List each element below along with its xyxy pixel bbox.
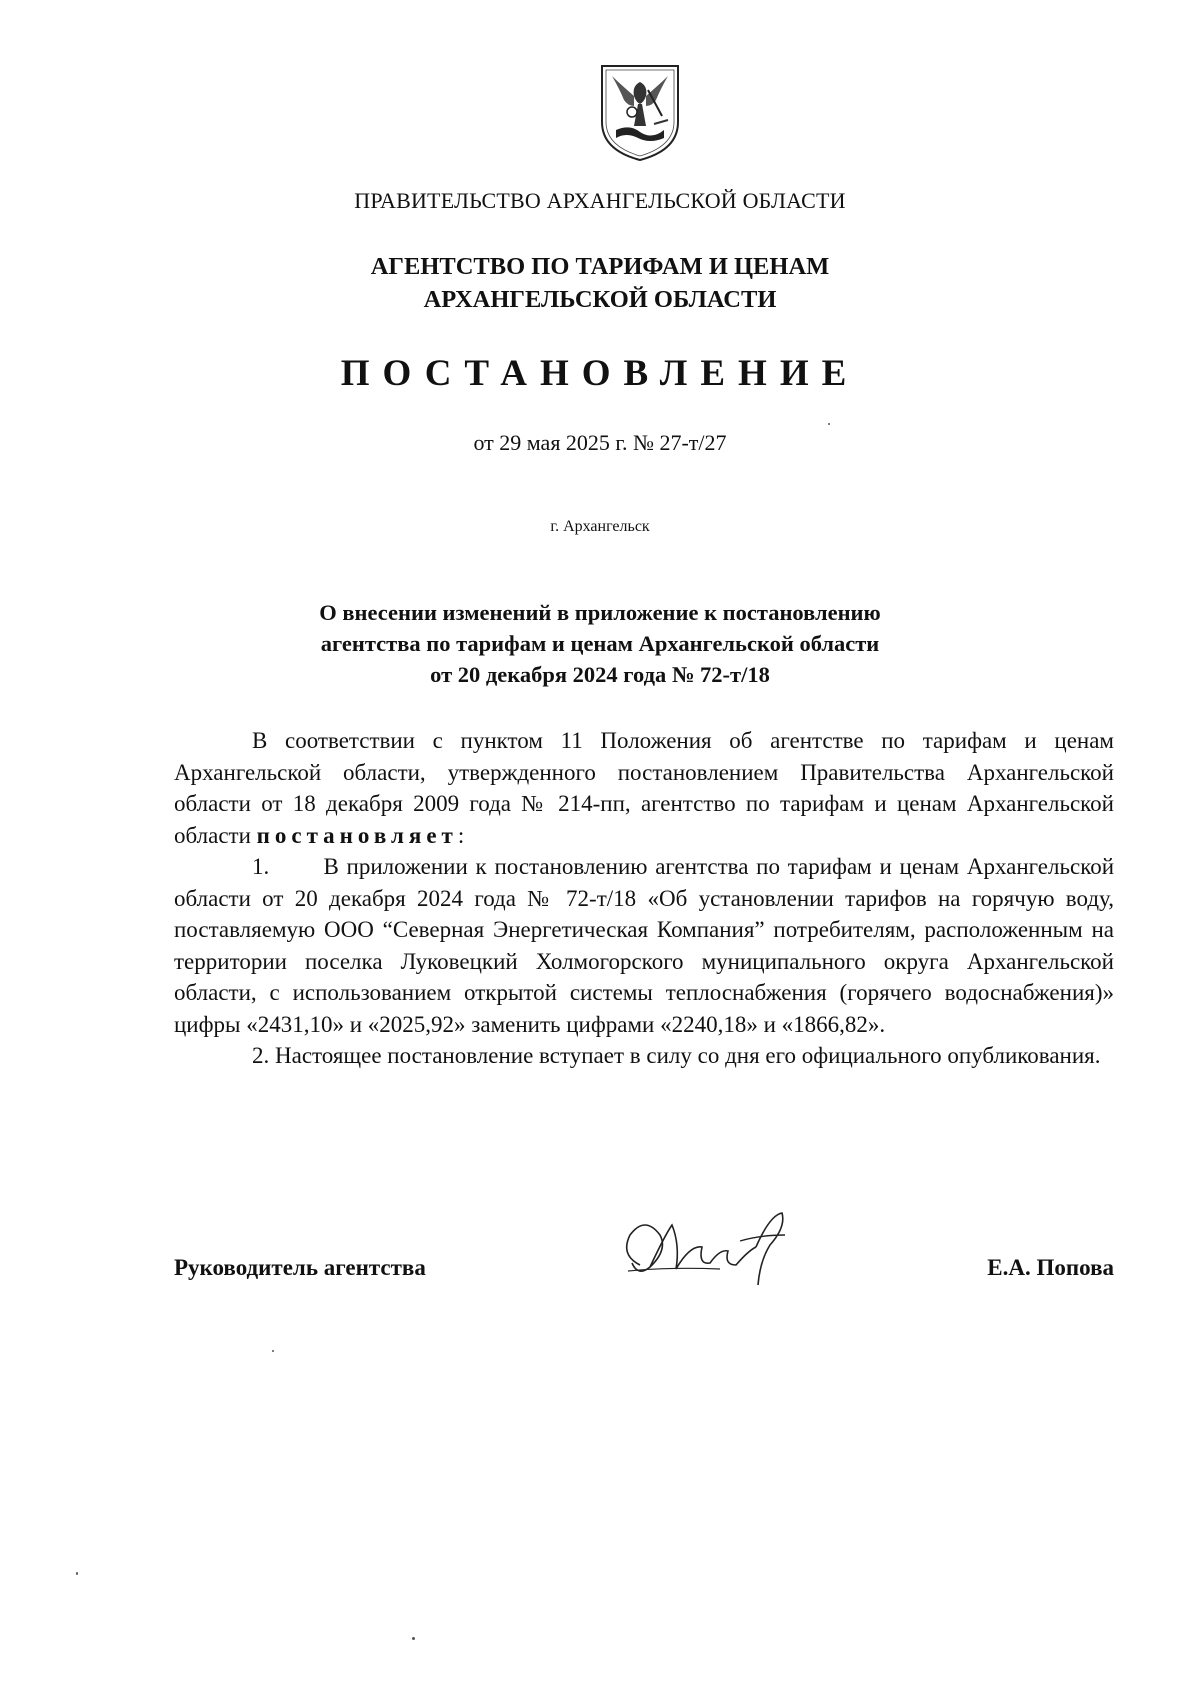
scan-speck — [76, 1572, 78, 1575]
preamble-text: В соответствии с пунктом 11 Положения об агентстве по тарифам и ценам Архангельской области, утвержденного постановлением Правительства Архангельской области от 18 декабря 2009 года № 214-пп, агентство по тарифам и ценам Архангельской области — [174, 728, 1114, 848]
document-subject — [0, 597, 1200, 690]
item-1-text: В приложении к постановлению агентства по тарифам и ценам Архангельской области от 20 декабря 2024 года № 72-т/18 «Об установлении тарифов на горячую воду, поставляемую ООО “Северная Энергетическая Компания” потребителям, расположенным на территории поселка Луковецкий Холмогорского муниципального округа Архангельской области, с использованием открытой системы теплоснабжения (горячего водоснабжения)» цифры «2431,10» и «2025,92» заменить цифрами «2240,18» и «1866,82». — [174, 854, 1115, 1037]
coat-of-arms-icon — [594, 60, 686, 164]
item-1-number: 1. — [252, 854, 270, 879]
date-and-number: от 29 мая 2025 г. № 27-т/27 — [473, 430, 727, 455]
city: г. Архангельск — [550, 518, 650, 535]
document-type: ПОСТАНОВЛЕНИЕ — [340, 353, 860, 394]
signatory-position: Руководитель агентства — [174, 1255, 426, 1280]
item-2-paragraph: 2. Настоящее постановление вступает в силу со дня его официального опубликования. — [252, 1043, 1101, 1068]
subject-line-2: агентства по тарифам и ценам Архангельской области — [320, 631, 880, 656]
scan-speck — [828, 423, 830, 425]
document-body — [174, 725, 1114, 1072]
resolves-colon: : — [457, 822, 465, 848]
subject-line-1: О внесении изменений в приложение к постановлению — [319, 600, 881, 625]
preamble-paragraph — [174, 725, 1114, 851]
resolves-word: постановляет — [256, 822, 458, 848]
scan-speck — [412, 1637, 415, 1640]
agency-name-line-2: АРХАНГЕЛЬСКОЙ ОБЛАСТИ — [423, 286, 777, 313]
signatory-name: Е.А. Попова — [987, 1255, 1114, 1280]
signature-block — [174, 1255, 1114, 1295]
item-1-paragraph — [174, 851, 1114, 1040]
agency-name-line-1: АГЕНТСТВО ПО ТАРИФАМ И ЦЕНАМ — [370, 253, 830, 280]
government-name: ПРАВИТЕЛЬСТВО АРХАНГЕЛЬСКОЙ ОБЛАСТИ — [354, 188, 846, 213]
scan-speck — [272, 1350, 274, 1352]
agency-name — [0, 250, 1200, 316]
subject-line-3: от 20 декабря 2024 года № 72-т/18 — [430, 662, 770, 687]
